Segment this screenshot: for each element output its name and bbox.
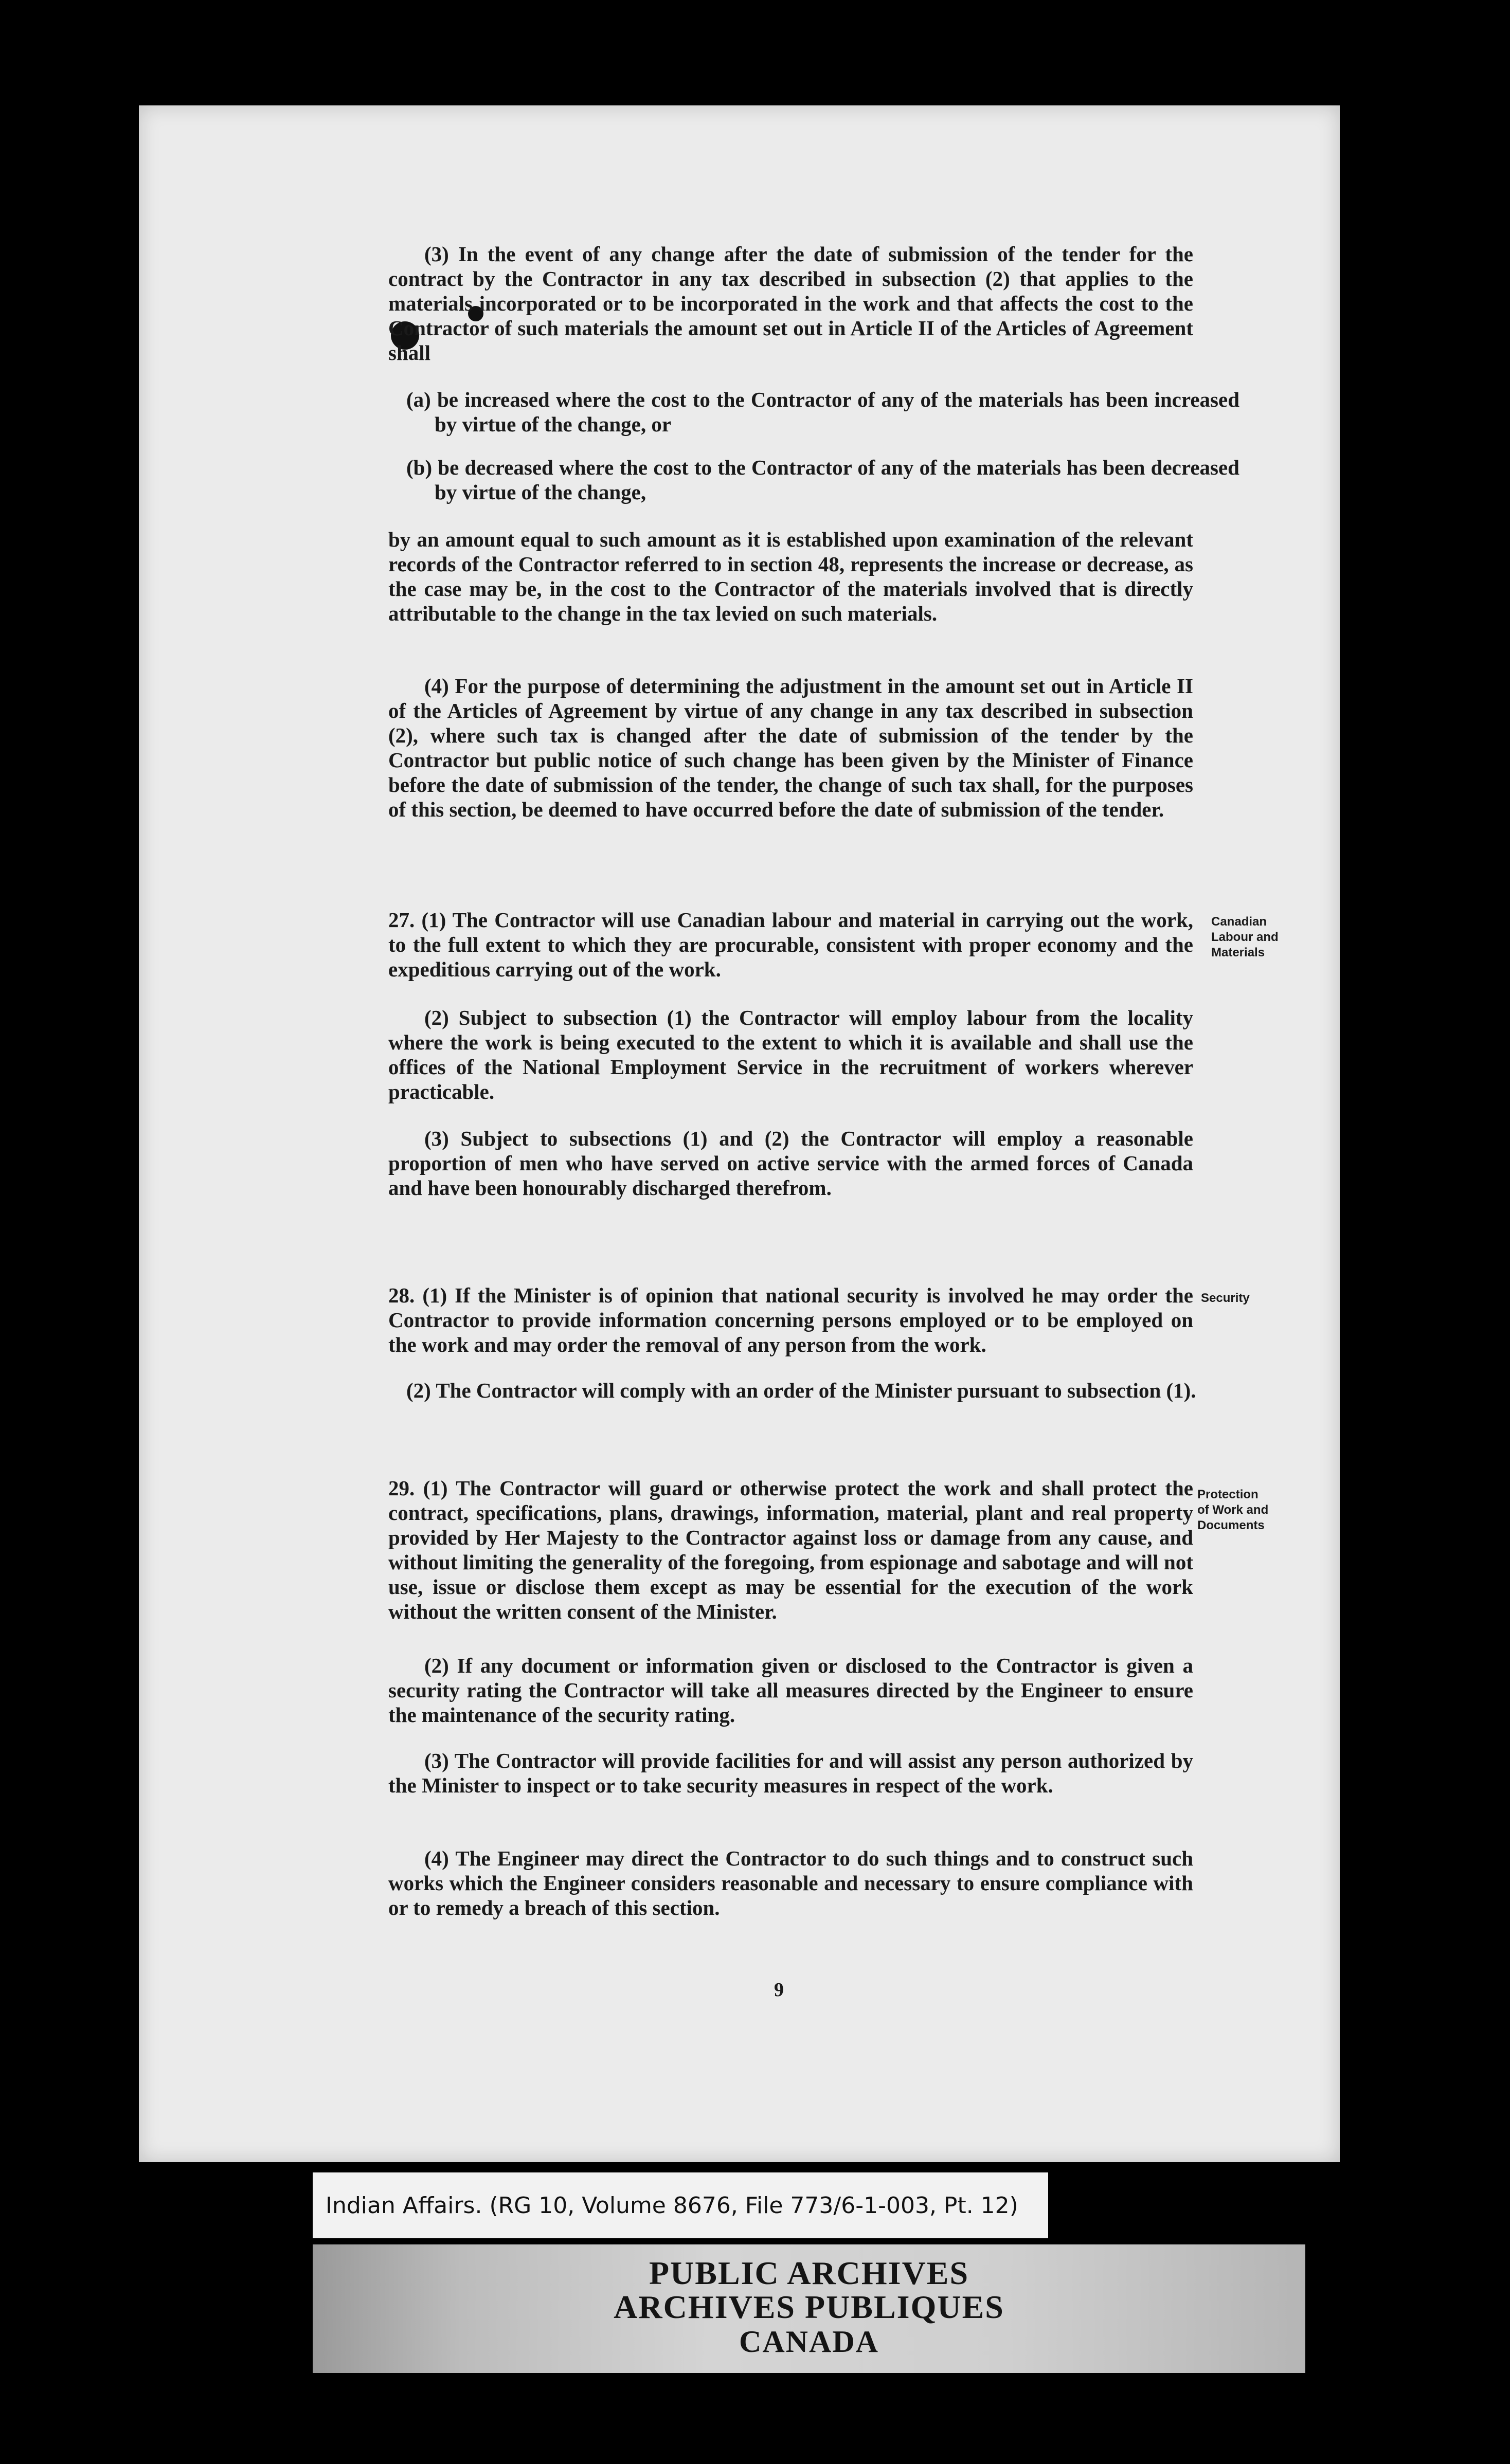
stamp-line-canada: CANADA (739, 2325, 879, 2359)
section-27-3: (3) Subject to subsections (1) and (2) the Contractor will employ a reasonable proportion of men who have served on active service with the armed forces of Canada and have been honourably discharged therefrom. (388, 1127, 1193, 1200)
section-26-3-intro: (3) In the event of any change after the date of submission of the tender for the contract by the Contractor in any tax described in subsection (2) that applies to the materials incorporated or to be incorporated in the work and that affects the cost to the Contractor of such materials the amount set out in Article II of the Articles of Agreement shall (388, 242, 1193, 365)
margin-note-security: Security (1201, 1291, 1250, 1305)
page-number: 9 (774, 1979, 784, 2001)
section-26-3-a: (a) be increased where the cost to the Contractor of any of the materials has been increased by virtue of the change, or (406, 388, 1239, 436)
stamp-line-archives-publiques: ARCHIVES PUBLIQUES (614, 2289, 1004, 2325)
margin-note-line: Canadian (1211, 915, 1267, 929)
section-26-4: (4) For the purpose of determining the adjustment in the amount set out in Article II of the Articles of Agreement by virtue of any change in any tax described in subsection (2), where such tax is changed after the date of submission of the tender by the Contractor but public notice of such change has been given by the Minister of Finance before the date of submission of the tender, the change of such tax shall, for the purposes of this section, be deemed to have occurred before the date of submission of the tender. (388, 674, 1193, 821)
section-29-1: 29. (1) The Contractor will guard or otherwise protect the work and shall protect the contract, specifications, plans, drawings, information, material, plant and real property provided by Her Majesty to the Contractor against loss or damage from any cause, and without limiting the generality of the foregoing, from espionage and sabotage and will not use, issue or disclose them except as may be essential for the execution of the work without the written consent of the Minister. (388, 1476, 1193, 1623)
margin-note-canadian-labour (1211, 914, 1319, 961)
archive-citation-label: Indian Affairs. (RG 10, Volume 8676, File 773/6-1-003, Pt. 12) (313, 2172, 1048, 2238)
section-29-2: (2) If any document or information given or disclosed to the Contractor is given a security rating the Contractor will take all measures directed by the Engineer to ensure the maintenance of the security rating. (388, 1654, 1193, 1727)
stamp-line-public-archives: PUBLIC ARCHIVES (649, 2255, 969, 2291)
margin-note-protection (1197, 1487, 1305, 1533)
section-26-3-b: (b) be decreased where the cost to the Contractor of any of the materials has been decreased by virtue of the change, (406, 456, 1239, 504)
margin-note-line: of Work and (1197, 1503, 1269, 1517)
margin-note-line: Protection (1197, 1488, 1259, 1501)
section-27-1: 27. (1) The Contractor will use Canadian labour and material in carrying out the work, to the full extent to which they are procurable, consistent with proper economy and the expeditious carrying out of the work. (388, 908, 1193, 981)
section-27-2: (2) Subject to subsection (1) the Contractor will employ labour from the locality where the work is being executed to the extent to which it is available and shall use the offices of the National Employment Service in the recruitment of workers wherever practicable. (388, 1006, 1193, 1103)
section-28-2: (2) The Contractor will comply with an order of the Minister pursuant to subsection (1). (406, 1379, 1196, 1402)
section-29-3: (3) The Contractor will provide facilities for and will assist any person authorized by the Minister to inspect or to take security measures in respect of the work. (388, 1749, 1193, 1797)
margin-note-line: Labour and (1211, 930, 1279, 944)
section-26-3-tail: by an amount equal to such amount as it is established upon examination of the relevant records of the Contractor referred to in section 48, represents the increase or decrease, as the case may be, in the cost to the Contractor of the materials involved that is directly attributable to the change in the tax levied on such materials. (388, 528, 1193, 625)
margin-note-line: Materials (1211, 946, 1265, 959)
archive-stamp (313, 2244, 1305, 2373)
margin-note-line: Documents (1197, 1518, 1265, 1532)
section-28-1: 28. (1) If the Minister is of opinion that national security is involved he may order the Contractor to provide information concerning persons employed or to be employed on the work and may order the removal of any person from the work. (388, 1283, 1193, 1356)
section-29-4: (4) The Engineer may direct the Contractor to do such things and to construct such works which the Engineer considers reasonable and necessary to ensure compliance with or to remedy a breach of this section. (388, 1846, 1193, 1919)
